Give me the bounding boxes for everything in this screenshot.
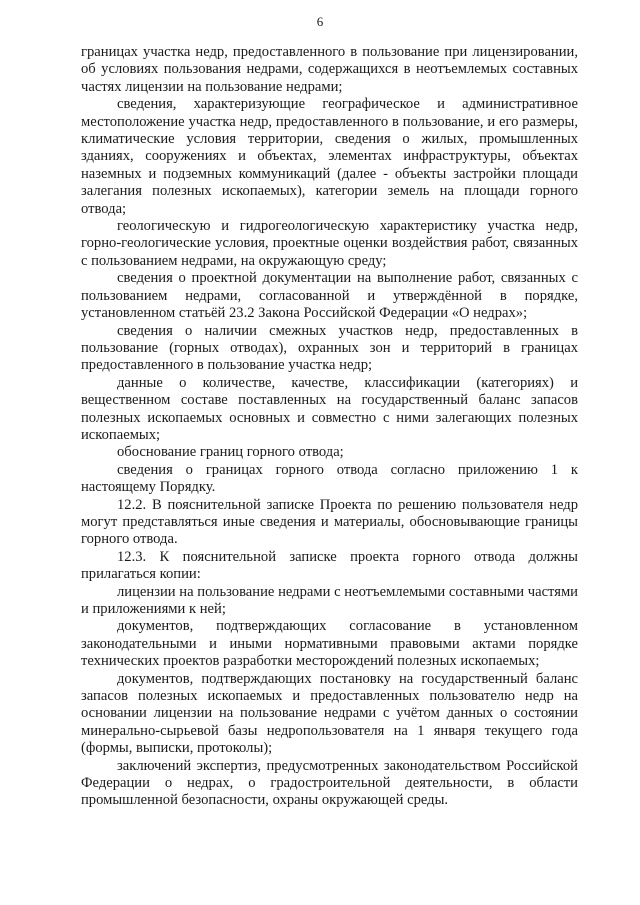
paragraph: документов, подтверждающих постановку на государственный баланс запасов полезных ископаемых и предоставленных пользователю недр на основании лицензии на пользование недрами с учётом данных о состоянии минерально-сырьевой базы недропользователя на 1 января текущего года (формы, выписки, протоколы); — [81, 670, 578, 757]
paragraph: сведения, характеризующие географическое и административное местоположение участка недр, предоставленного в пользование, и его размеры, климатические условия территории, сведения о жилых, промышленных зданиях, сооружениях и объектах, элементах инфраструктуры, объектах наземных и подземных коммуникаций (далее - объекты застройки площади залегания полезных ископаемых), категории земель на площади горного отвода; — [81, 96, 578, 217]
paragraph: сведения о проектной документации на выполнение работ, связанных с пользованием недрами, согласованной и утверждённой в порядке, установленном статьёй 23.2 Закона Российской Федерации «О недрах»; — [81, 270, 578, 322]
paragraph: данные о количестве, качестве, классификации (категориях) и вещественном составе поставленных на государственный баланс запасов полезных ископаемых основных и совместно с ними залегающих полезных ископаемых; — [81, 374, 578, 443]
page-number: 6 — [316, 14, 324, 29]
paragraph: сведения о наличии смежных участков недр, предоставленных в пользование (горных отводах), охранных зон и территорий в границах предоставленного в пользование участка недр; — [81, 322, 578, 374]
document-body — [81, 44, 578, 810]
paragraph: сведения о границах горного отвода согласно приложению 1 к настоящему Порядку. — [81, 461, 578, 496]
paragraph: документов, подтверждающих согласование в установленном законодательными и иными нормативными правовыми актами порядке технических проектов разработки месторождений полезных ископаемых; — [81, 618, 578, 670]
paragraph: 12.3. К пояснительной записке проекта горного отвода должны прилагаться копии: — [81, 548, 578, 583]
paragraph: обоснование границ горного отвода; — [117, 444, 344, 461]
paragraph: границах участка недр, предоставленного в пользование при лицензировании, об условиях пользования недрами, содержащихся в неотъемлемых составных частях лицензии на пользование недрами; — [81, 44, 578, 95]
paragraph: 12.2. В пояснительной записке Проекта по решению пользователя недр могут представляться иные сведения и материалы, обосновывающие границы горного отвода. — [81, 496, 578, 548]
paragraph: заключений экспертиз, предусмотренных законодательством Российской Федерации о недрах, о градостроительной деятельности, в области промышленной безопасности, охраны окружающей среды. — [81, 757, 578, 809]
paragraph: лицензии на пользование недрами с неотъемлемыми составными частями и приложениями к ней; — [81, 583, 578, 617]
paragraph: геологическую и гидрогеологическую характеристику участка недр, горно-геологические условия, проектные оценки воздействия работ, связанных с пользованием недрами, на окружающую среду; — [81, 218, 578, 269]
